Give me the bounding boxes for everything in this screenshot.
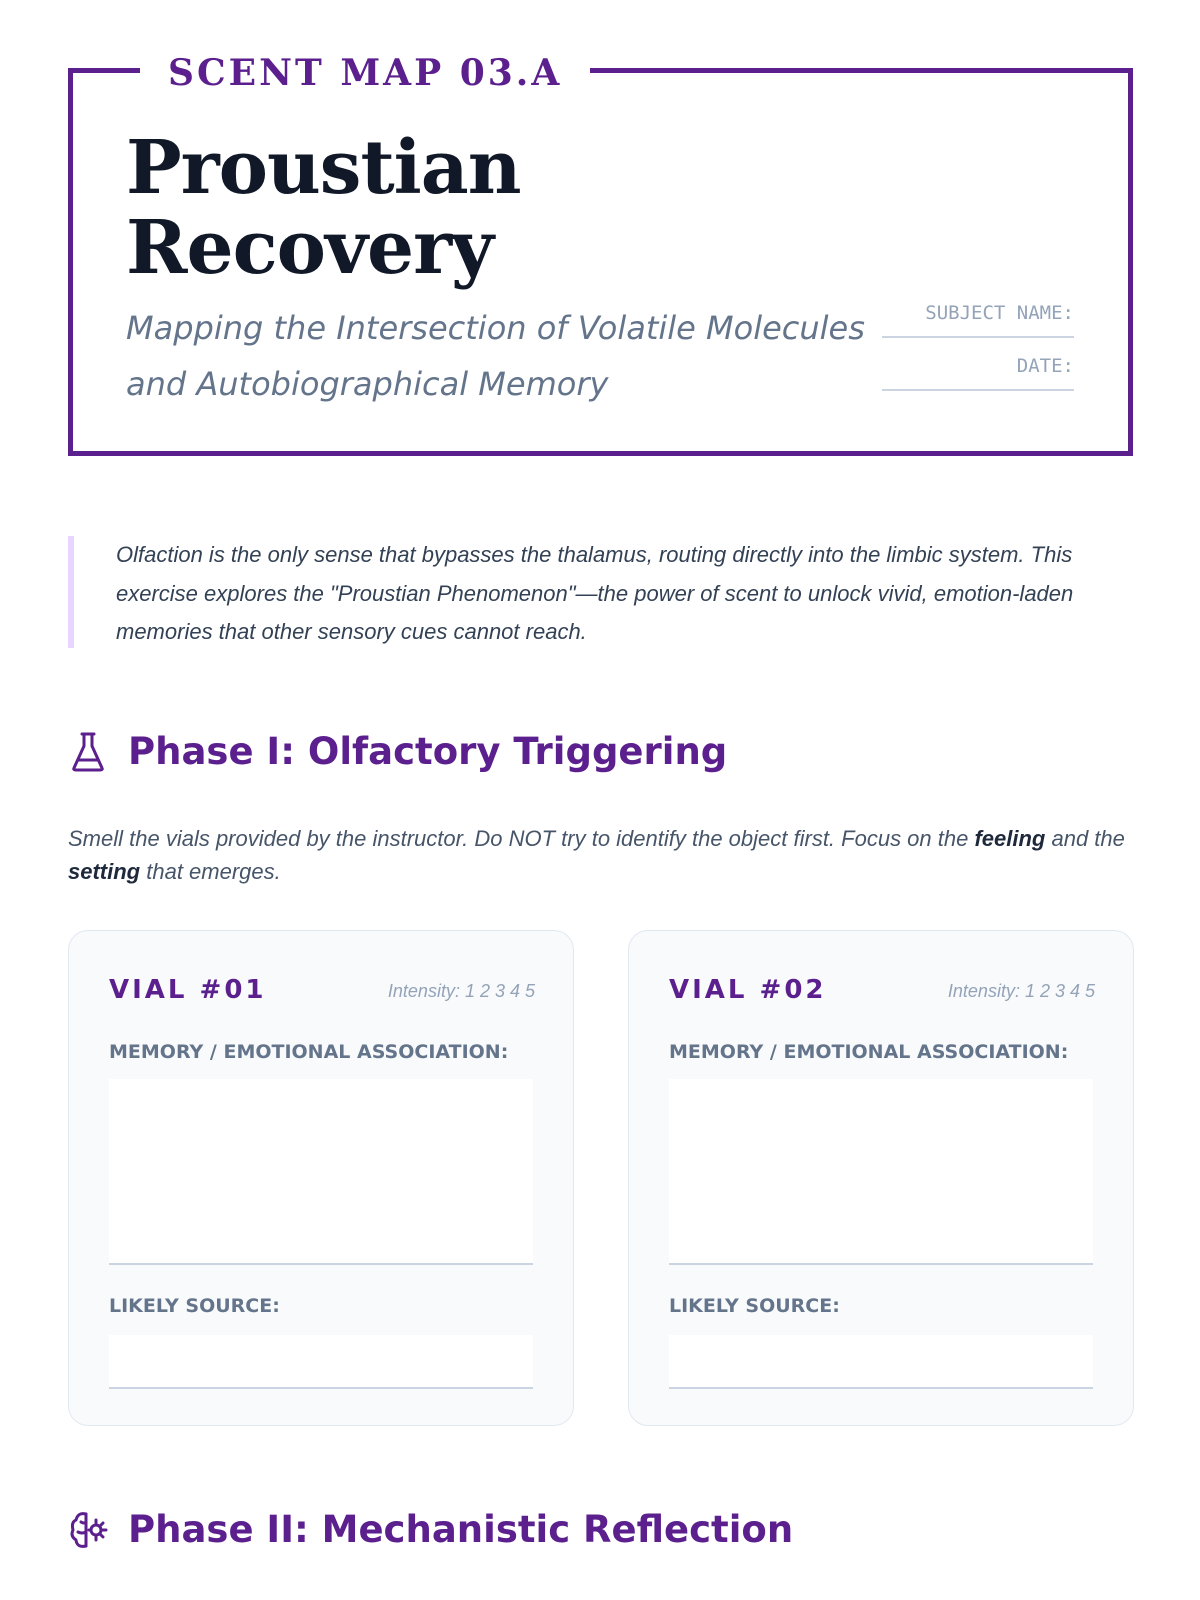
title-line-1: Proustian xyxy=(126,125,521,211)
phase-2-title: Phase II: Mechanistic Reflection xyxy=(128,1508,794,1551)
vial-title: VIAL #01 xyxy=(109,975,267,1005)
source-input[interactable] xyxy=(669,1335,1093,1389)
instruction-emphasis-feeling: feeling xyxy=(974,826,1046,851)
vial-card-1 xyxy=(68,930,574,1426)
phase-1-title: Phase I: Olfactory Triggering xyxy=(128,730,728,773)
brain-cog-icon xyxy=(68,1508,108,1552)
phase-1-heading xyxy=(68,730,727,774)
scent-map-tag: SCENT MAP 03.A xyxy=(140,48,590,98)
page-subtitle: Mapping the Intersection of Volatile Molecules and Autobiographical Memory xyxy=(126,309,865,403)
intensity-scale[interactable]: Intensity: 1 2 3 4 5 xyxy=(947,981,1095,1001)
memory-input[interactable] xyxy=(669,1079,1093,1265)
subject-name-label: SUBJECT NAME: xyxy=(925,302,1074,324)
title-line-2: Recovery xyxy=(126,205,494,291)
instruction-text: Smell the vials provided by the instructor. Do NOT try to identify the object first. Focus on the xyxy=(68,826,975,851)
instruction-text: that emerges. xyxy=(140,859,281,884)
page-title xyxy=(126,125,646,291)
vial-title: VIAL #02 xyxy=(669,975,827,1005)
source-input[interactable] xyxy=(109,1335,533,1389)
instruction-text: and the xyxy=(1045,826,1125,851)
phase-1-instruction xyxy=(68,822,1148,888)
subject-name-field[interactable] xyxy=(882,302,1074,338)
source-label: LIKELY SOURCE: xyxy=(669,1295,840,1317)
flask-icon xyxy=(68,730,108,774)
memory-label: MEMORY / EMOTIONAL ASSOCIATION: xyxy=(669,1041,1069,1063)
instruction-emphasis-setting: setting xyxy=(68,859,141,884)
source-label: LIKELY SOURCE: xyxy=(109,1295,280,1317)
date-label: DATE: xyxy=(1016,355,1074,377)
phase-2-heading xyxy=(68,1508,793,1552)
date-field[interactable] xyxy=(882,355,1074,391)
memory-input[interactable] xyxy=(109,1079,533,1265)
vial-card-2 xyxy=(628,930,1134,1426)
intensity-scale[interactable]: Intensity: 1 2 3 4 5 xyxy=(387,981,535,1001)
memory-label: MEMORY / EMOTIONAL ASSOCIATION: xyxy=(109,1041,509,1063)
intro-quote: Olfaction is the only sense that bypasses the thalamus, routing directly into the limbic system. This exercise explores the "Proustian Phenomenon"—the power of scent to unlock vivid, emotion-laden memories that other sensory cues cannot reach. xyxy=(68,536,1140,648)
